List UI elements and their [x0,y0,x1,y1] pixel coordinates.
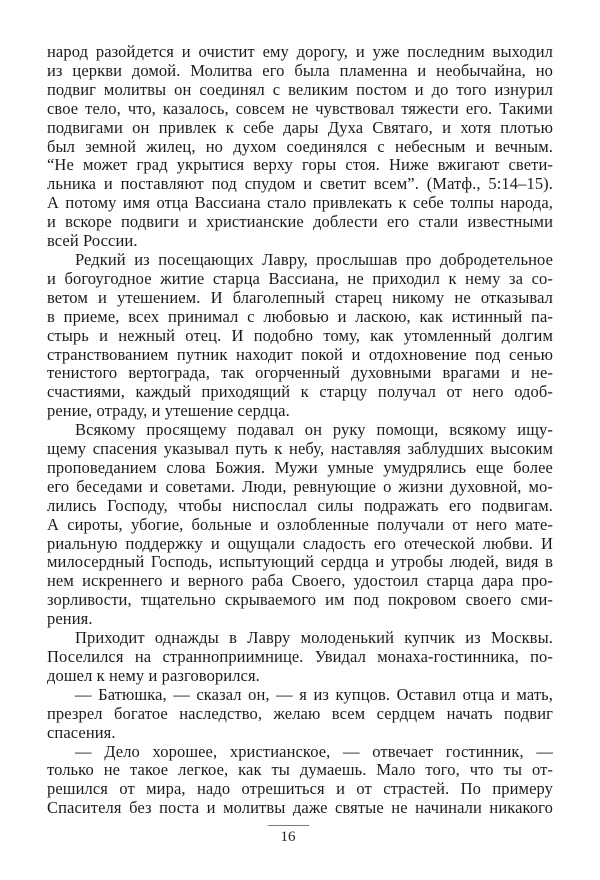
text-line: стырь и нежный отец. И подобно тому, как утомленный долгим [47,325,553,345]
text-line: А потому имя отца Вассиана стало привлекать к себе толпы народа, [47,193,553,213]
text-line: проповеданием слова Божия. Мужи умные умудрялись еще более [47,457,553,477]
text-line: презрел богатое наследство, желаю всем сердцем начать подвиг [47,703,553,723]
text-line: А сироты, убогие, больные и озлобленные получали от него мате- [47,514,553,534]
paragraph [47,43,553,251]
text-line: льника и поставляют под спудом и светит всем”. (Матф., 5:14–15). [47,174,553,194]
text-line: подвигами он привлек к себе дары Духа Святаго, и хотя плотью [47,117,553,137]
text-line: только не такое легкое, как ты думаешь. Мало того, что ты от- [47,760,553,780]
text-line: всей России. [47,231,138,251]
text-block [47,43,553,818]
text-line: рение, отраду, и утешение сердца. [47,401,290,421]
text-line: Спасителя без поста и молитвы даже святые не начинали никакого [47,798,553,818]
text-line: Поселился на странноприимнице. Увидал монаха-гостинника, по- [47,647,553,666]
paragraph [47,421,553,629]
text-line: свое тело, что, казалось, совсем не чувствовал тяжести его. Такими [47,98,553,118]
text-line: из церкви домой. Молитва его была пламенна и необычайна, но [47,60,553,80]
paragraph [47,629,553,686]
text-line: и богоугодное житие старца Вассиана, не приходил к нему за со- [47,268,553,288]
text-line: тенистого вертограда, так огорченный духовными врагами и не- [47,363,553,383]
text-line: — Дело хорошее, христианское, — отвечает гостинник, — [75,741,553,761]
text-line: рения. [47,609,93,629]
text-line: — Батюшка, — сказал он, — я из купцов. Оставил отца и мать, [75,684,553,704]
text-line: щему спасения указывал путь к небу, наставляя заблудших высоким [47,439,553,459]
text-line: в приеме, всех принимал с любовью и ласкою, как истинный па- [47,306,553,326]
text-line: Приходит однажды в Лавру молоденький купчик из Москвы. [75,628,553,648]
text-line: милосердный Господь, испытующий сердца и утробы людей, видя в [47,552,553,572]
page-footer [35,825,541,846]
text-line: нем искреннего и верного раба Своего, удостоил старца дара про- [47,571,553,591]
text-line: ветом и утешением. И благолепный старец никому не отказывал [47,287,553,307]
text-line: Редкий из посещающих Лавру, прослышав про добродетельное [75,249,553,269]
text-line: странствованием путник находит покой и отдохновение под сенью [47,344,553,364]
text-line: лились Господу, чтобы ниспослал силы подражать его подвигам. [47,495,553,515]
text-line: и вскоре подвиги и христианские доблести его стали известными [47,212,553,232]
text-line: был земной жилец, но духом соединялся с небесным и вечным. [47,136,553,156]
paragraph [47,251,553,421]
text-line: спасения. [47,722,116,742]
page-number: 16 [280,829,296,846]
paragraph [47,686,553,743]
paragraph [47,743,553,819]
text-line: дошел к нему и разговорился. [47,665,260,685]
text-line: риальную поддержку и ощущали сладость его отеческой любви. И [47,533,553,553]
text-line: народ разойдется и очистит ему дорогу, и уже последним выходил [47,42,553,61]
text-line: его беседами и советами. Люди, ревнующие о жизни духовной, мо- [47,476,553,496]
text-line: подвиг молитвы он соединял с великим постом и до того изнурил [47,79,553,99]
text-line: счастиями, каждый приходящий к старцу получал от него одоб- [47,382,553,402]
footer-rule [268,825,309,826]
text-line: решился от мира, надо отрешиться и от страстей. По примеру [47,779,553,799]
text-line: “Не может град укрытися верху горы стоя. Ниже вжигают свети- [47,155,553,175]
text-line: Всякому просящему подавал он руку помощи, всякому ищу- [75,420,553,440]
text-line: зорливости, тщательно скрываемого им под покровом своего сми- [47,590,553,610]
